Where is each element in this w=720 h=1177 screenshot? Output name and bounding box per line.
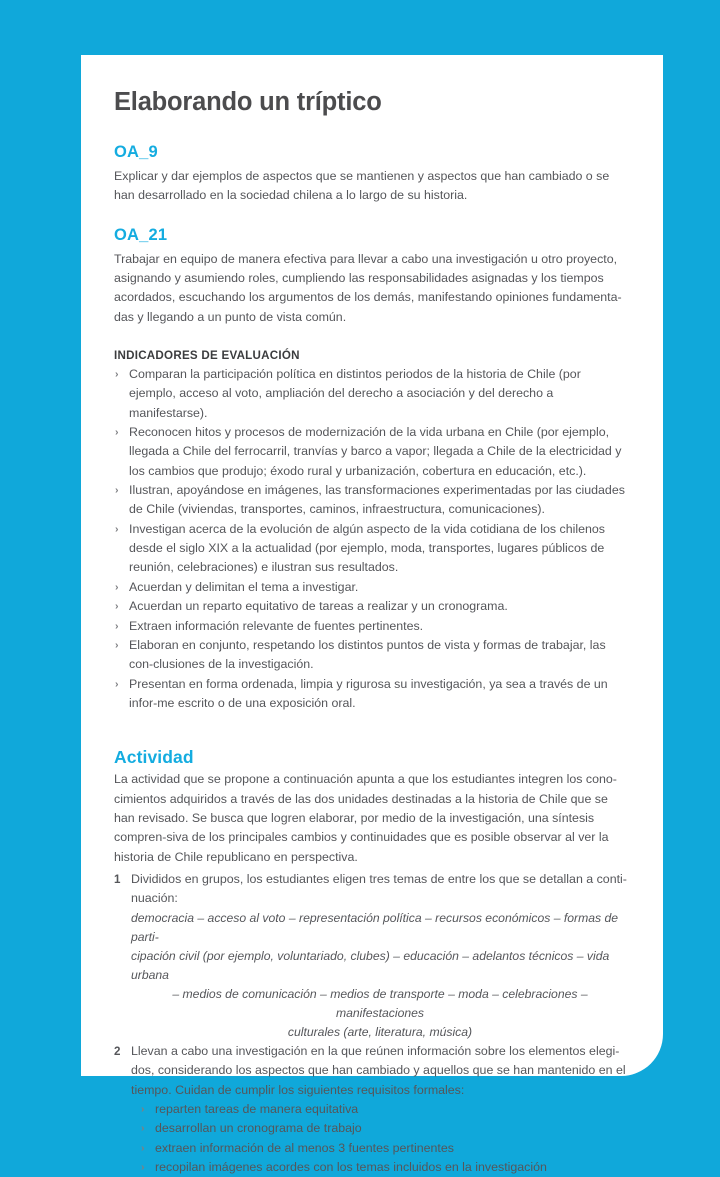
list-item-label: extraen información de al menos 3 fuentes pertinentes	[155, 1140, 454, 1155]
list-item-label: Acuerdan y delimitan el tema a investigar.	[129, 579, 359, 594]
list-item	[140, 1100, 629, 1119]
chevron-right-icon: ›	[115, 368, 119, 381]
page-title: Elaborando un tríptico	[114, 88, 382, 116]
step-text: Llevan a cabo una investigación en la que reúnen información sobre los elementos elegi-dos, considerando los aspectos que han cambiado y aquellos que se han mantenido en el tiempo. Cuidan de cumplir los siguientes requisitos formales:	[131, 1043, 626, 1097]
list-item-label: Investigan acerca de la evolución de algún aspecto de la vida cotidiana de los chilenos desde el siglo XIX a la actualidad (por ejemplo, moda, transportes, lugares públicos de reunión, celebraciones) e ilustran sus resultados.	[129, 521, 605, 575]
list-item	[114, 870, 629, 1042]
list-item-label: recopilan imágenes acordes con los temas incluidos en la investigación	[155, 1160, 547, 1175]
list-item	[114, 1042, 629, 1177]
list-item	[114, 636, 629, 675]
list-item-label: Presentan en forma ordenada, limpia y rigurosa su investigación, ya sea a través de un infor-me escrito o de una exposición oral.	[129, 676, 608, 710]
requirements-list	[131, 1100, 629, 1177]
list-item-label: desarrollan un cronograma de trabajo	[155, 1121, 362, 1136]
chevron-right-icon: ›	[115, 600, 119, 613]
list-item-label: Extraen información relevante de fuentes pertinentes.	[129, 618, 424, 633]
list-item-label: Reconocen hitos y procesos de modernización de la vida urbana en Chile (por ejemplo, llegada a Chile del ferrocarril, tranvías y barco a vapor; llegada a Chile de la electricidad y los cambios que produjo; éxodo rural y urbanización, cobertura en educación, etc.).	[129, 425, 622, 478]
list-item-label: reparten tareas de manera equitativa	[155, 1102, 359, 1117]
step-text: Divididos en grupos, los estudiantes eligen tres temas de entre los que se detallan a conti-nuación:	[131, 872, 627, 906]
list-item	[140, 1158, 629, 1177]
list-item-label: Ilustran, apoyándose en imágenes, las transformaciones experimentadas por las ciudades de Chile (viviendas, transportes, caminos, infraestructura, comunicaciones).	[129, 483, 625, 517]
objective-code: OA_21	[114, 225, 168, 244]
topic-pool-line: culturales (arte, literatura, música)	[287, 1024, 473, 1039]
step-number: 2	[114, 1044, 121, 1058]
list-item	[140, 1119, 629, 1138]
list-item-label: Comparan la participación política en distintos periodos de la historia de Chile (por ejemplo, acceso al voto, ampliación del derecho a asociación y del derecho a manifestarse).	[129, 367, 581, 420]
list-item-label: Acuerdan un reparto equitativo de tareas a realizar y un cronograma.	[129, 599, 508, 614]
objective-text: Trabajar en equipo de manera efectiva para llevar a cabo una investigación u otro proyecto, asignando y asumiendo roles, cumpliendo las responsabilidades asignadas y los tiempos acordados, escuchando los argumentos de los demás, manifestando opiniones fundamenta-das y llegando a un punto de vista común.	[114, 251, 622, 324]
list-item	[114, 423, 629, 481]
list-item	[114, 481, 629, 520]
activity-heading: Actividad	[114, 747, 194, 768]
list-item	[114, 597, 629, 616]
indicators-list	[114, 365, 629, 713]
step-number: 1	[114, 873, 121, 887]
activity-intro: La actividad que se propone a continuación apunta a que los estudiantes integren los cono-cimientos adquiridos a través de las dos unidades destinadas a la historia de Chile que se han revisado. Se busca que logren elaborar, por medio de la investigación, una síntesis compren-siva de los principales cambios y continuidades que es posible observar al ver la historia de Chile republicano en perspectiva.	[114, 772, 617, 864]
chevron-right-icon: ›	[115, 426, 119, 439]
list-item	[114, 520, 629, 578]
topic-pool-line: cipación civil (por ejemplo, voluntariado, clubes) – educación – adelantos técnicos – vida urbana	[131, 948, 610, 982]
chevron-right-icon: ›	[115, 677, 119, 690]
chevron-right-icon: ›	[141, 1122, 145, 1135]
list-item-label: Elaboran en conjunto, respetando los distintos puntos de vista y formas de trabajar, las con-clusiones de la investigación.	[129, 637, 606, 672]
list-item	[114, 365, 629, 423]
document-card	[81, 55, 663, 1175]
list-item	[114, 578, 629, 597]
chevron-right-icon: ›	[115, 484, 119, 497]
objective-text: Explicar y dar ejemplos de aspectos que se mantienen y aspectos que han cambiado o se han desarrollado en la sociedad chilena a lo largo de su historia.	[114, 169, 610, 203]
list-item	[114, 675, 629, 714]
chevron-right-icon: ›	[115, 638, 119, 651]
indicators-heading: INDICADORES DE EVALUACIÓN	[114, 349, 300, 363]
topic-pool	[131, 909, 629, 1042]
chevron-right-icon: ›	[115, 580, 119, 593]
objective-code: OA_9	[114, 143, 158, 162]
list-item	[114, 617, 629, 636]
activity-steps	[114, 870, 629, 1177]
chevron-right-icon: ›	[141, 1161, 145, 1174]
chevron-right-icon: ›	[115, 522, 119, 535]
list-item	[140, 1139, 629, 1158]
chevron-right-icon: ›	[141, 1141, 145, 1154]
objective-block-oa21	[114, 226, 629, 327]
chevron-right-icon: ›	[141, 1103, 145, 1116]
chevron-right-icon: ›	[115, 619, 119, 632]
topic-pool-line: democracia – acceso al voto – representación política – recursos económicos – formas de parti-	[131, 910, 619, 944]
objective-block-oa9	[114, 143, 629, 206]
topic-pool-line: – medios de comunicación – medios de transporte – moda – celebraciones – manifestaciones	[172, 986, 588, 1020]
